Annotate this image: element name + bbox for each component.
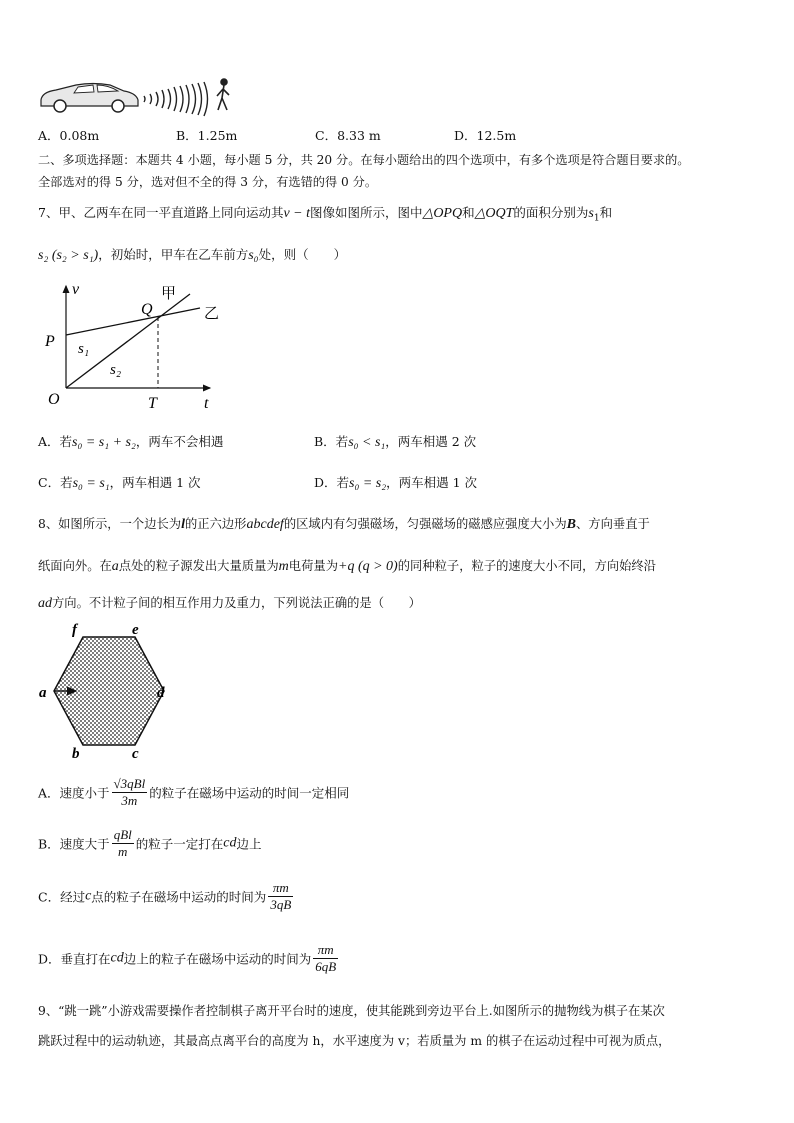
hex-label-d: d [157,685,165,701]
area-s2-label: s₂ [110,362,122,378]
q8-option-c: C．经过c点的粒子在磁场中运动的时间为 $\frac{\pi m}{3qB}$ [38,880,292,912]
q9-line2: 跳跃过程中的运动轨迹，其最高点离平台的高度为 h，水平速度为 v；若质量为 m 的棋子在运动过程中可视为质点， [38,1034,671,1048]
q6-option-b: B．1.25m [176,128,238,143]
section2-line1: 二、多项选择题：本题共 4 小题，每小题 5 分，共 20 分。在每小题给出的四个选项中，有多个选项是符合题目要求的。 [38,153,690,167]
section2-line2: 全部选对的得 5 分，选对但不全的得 3 分，有选错的得 0 分。 [38,175,378,189]
q8-option-b: B．速度大于 $\frac{\text{qBl}}{m}$ 的粒子一定打在cd边上 [38,827,262,859]
axis-v-label: v [72,281,80,298]
vt-graph [40,280,225,415]
point-q-label: Q [141,301,153,318]
q6-option-d: D．12.5m [454,128,517,143]
q7-option-d: D．若s₀ = s₂，两车相遇 1 次 [314,475,478,491]
q8-line3: ad方向。不计粒子间的相互作用力及重力，下列说法正确的是（ ） [38,596,421,611]
hex-label-c: c [132,746,139,760]
hex-label-e: e [132,622,139,638]
q7-line2: s₂ (s₂ > s₁)，初始时，甲车在乙车前方s₀处，则（ ） [38,247,347,263]
hex-label-a: a [39,685,47,701]
car-sound-illustration [38,76,243,118]
yi-label: 乙 [204,306,220,322]
hexagon-field-figure [36,620,176,760]
q7-option-c: C．若s₀ = s₁，两车相遇 1 次 [38,475,201,491]
q8-line1: 8、如图所示，一个边长为l的正六边形abcdef的区域内有匀强磁场，匀强磁场的磁感应强度大小为B、方向垂直于 [38,517,650,532]
q8-option-d: D．垂直打在cd边上的粒子在磁场中运动的时间为 $\frac{\pi m}{6qB}$ [38,942,337,974]
q6-option-a: A．0.08m [38,128,100,143]
q7-line1: 7、甲、乙两车在同一平直道路上同向运动其v − t图像如图所示，图中△OPQ和△OQT的面积分别为$s_1$和 [38,205,613,224]
hex-label-b: b [72,746,80,760]
q8-line2: 纸面向外。在a点处的粒子源发出大量质量为m电荷量为+q (q > 0)的同种粒子，粒子的速度大小不同，方向始终沿 [38,559,656,574]
area-s1-label: s₁ [78,341,90,357]
q8-option-a: A．速度小于 $\frac{\text{√3qBl}}{3m}$ 的粒子在磁场中运动的时间一定相同 [38,776,350,808]
q9-line1: 9、“跳一跳”小游戏需要操作者控制棋子离开平台时的速度，使其能跳到旁边平台上.如图所示的抛物线为棋子在某次 [38,1004,665,1018]
point-t-label: T [148,395,157,412]
point-p-label: P [45,333,55,350]
q7-option-a: A．若s₀ = s₁ + s₂，两车不会相遇 [38,434,224,450]
jia-label: 甲 [161,286,177,302]
q7-option-b: B．若s₀ < s₁，两车相遇 2 次 [314,434,477,450]
origin-label: O [48,391,60,408]
axis-t-label: t [204,395,209,412]
q6-option-c: C．8.33 m [315,128,381,143]
hex-label-f: f [72,622,77,638]
